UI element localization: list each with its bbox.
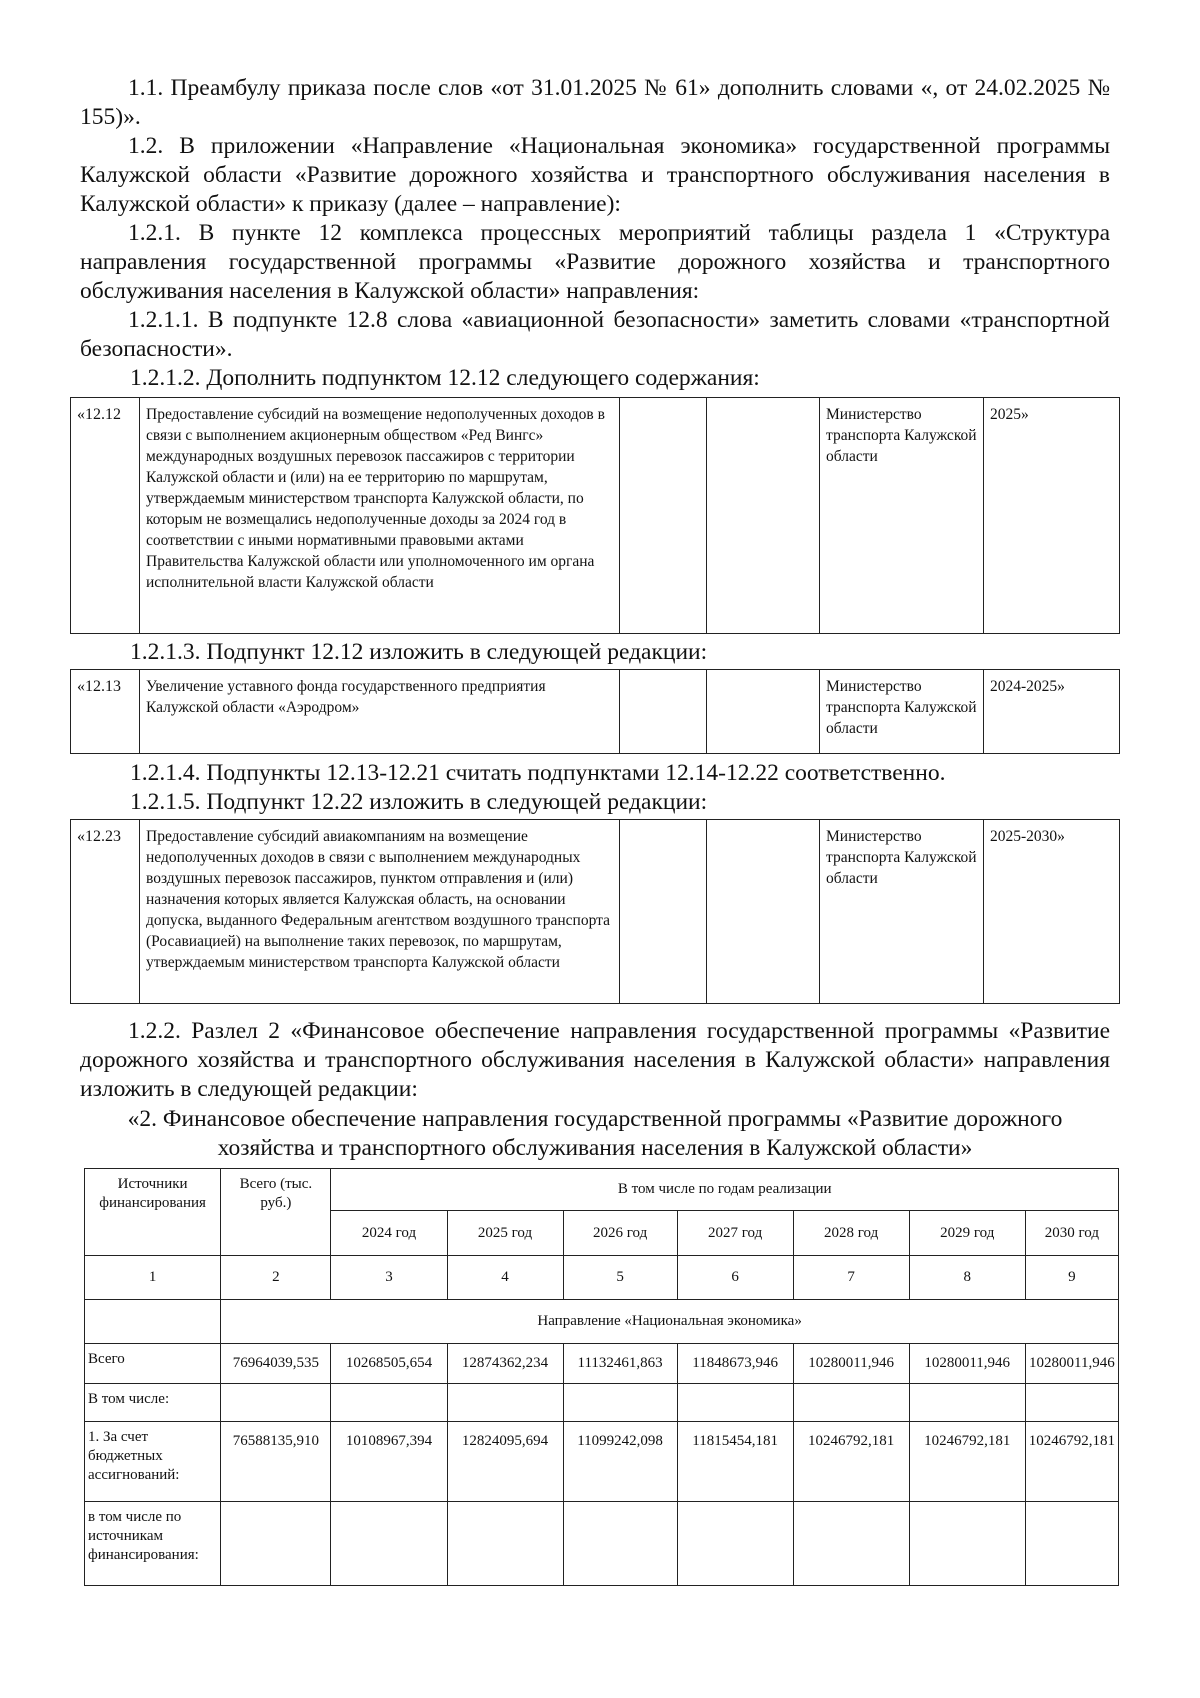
column-number-row <box>85 1256 1119 1300</box>
item-ministry: Министерство транспорта Калужской области <box>820 820 984 1004</box>
item-number: «12.13 <box>71 670 140 754</box>
row-value: 12824095,694 <box>447 1422 563 1502</box>
paragraph-1-2-1-4: 1.2.1.4. Подпункты 12.13-12.21 считать подпунктами 12.14-12.22 соответственно. <box>130 760 946 786</box>
item-period: 2025» <box>984 398 1120 634</box>
header-year: 2028 год <box>793 1211 909 1256</box>
header-year: 2025 год <box>447 1211 563 1256</box>
row-value <box>909 1502 1025 1586</box>
row-value <box>1025 1384 1118 1422</box>
item-number: «12.12 <box>71 398 140 634</box>
item-col4 <box>707 670 820 754</box>
column-number: 1 <box>85 1256 221 1300</box>
section-row <box>85 1300 1119 1344</box>
table-row <box>85 1502 1119 1586</box>
row-value: 12874362,234 <box>447 1344 563 1384</box>
table-row <box>85 1344 1119 1384</box>
row-value: 10246792,181 <box>1025 1422 1118 1502</box>
column-number: 6 <box>677 1256 793 1300</box>
item-ministry: Министерство транспорта Калужской области <box>820 670 984 754</box>
row-value: 11132461,863 <box>563 1344 677 1384</box>
row-value <box>563 1502 677 1586</box>
row-label: в том числе по источникам финансирования: <box>85 1502 221 1586</box>
item-col4 <box>707 398 820 634</box>
row-value <box>1025 1502 1118 1586</box>
paragraph-1-2: 1.2. В приложении «Направление «Национальная экономика» государственной программы Калужской области «Развитие дорожного хозяйства и транспортного обслуживания населения в Калужской области» к приказу (далее – направление): <box>80 133 1110 217</box>
row-value: 10246792,181 <box>909 1422 1025 1502</box>
row-value: 11848673,946 <box>677 1344 793 1384</box>
paragraph-1-2-1-3: 1.2.1.3. Подпункт 12.12 изложить в следующей редакции: <box>130 639 708 665</box>
header-year: 2026 год <box>563 1211 677 1256</box>
row-value <box>447 1502 563 1586</box>
column-number: 5 <box>563 1256 677 1300</box>
column-number: 9 <box>1025 1256 1118 1300</box>
row-label: 1. За счет бюджетных ассигнований: <box>85 1422 221 1502</box>
header-year: 2027 год <box>677 1211 793 1256</box>
header-total: Всего (тыс. руб.) <box>221 1169 331 1256</box>
row-value: 10280011,946 <box>909 1344 1025 1384</box>
header-source: Источники финансирования <box>85 1169 221 1256</box>
item-col4 <box>707 820 820 1004</box>
row-value <box>677 1384 793 1422</box>
row-label: Всего <box>85 1344 221 1384</box>
row-value <box>221 1384 331 1422</box>
item-description: Предоставление субсидий авиакомпаниям на возмещение недополученных доходов в связи с выполнением международных воздушных перевозок пассажиров, пунктом отправления и (или) назначения которых является Калужская область, на основании допуска, выданного Федеральным агентством воздушного транспорта (Росавиацией) на выполнение таких перевозок, по маршрутам, утверждаемым министерством транспорта Калужской области <box>140 820 620 1004</box>
paragraph-1-2-1-1: 1.2.1.1. В подпункте 12.8 слова «авиационной безопасности» заметить словами «транспортной безопасности». <box>80 307 1110 362</box>
paragraph-1-2-1-2: 1.2.1.2. Дополнить подпунктом 12.12 следующего содержания: <box>130 365 760 391</box>
header-year: 2029 год <box>909 1211 1025 1256</box>
paragraph-1-2-2: 1.2.2. Разлел 2 «Финансовое обеспечение направления государственной программы «Развитие дорожного хозяйства и транспортного обслуживания населения в Калужской области» направления изложить в следующей редакции: <box>80 1018 1110 1102</box>
item-period: 2025-2030» <box>984 820 1120 1004</box>
insert-table-12-13 <box>70 669 1120 754</box>
row-value: 11099242,098 <box>563 1422 677 1502</box>
paragraph-1-2-1: 1.2.1. В пункте 12 комплекса процессных мероприятий таблицы раздела 1 «Структура направления государственной программы «Развитие дорожного хозяйства и транспортного обслуживания населения в Калужской области» направления: <box>80 220 1110 304</box>
row-value: 76588135,910 <box>221 1422 331 1502</box>
row-value <box>677 1502 793 1586</box>
row-value: 10280011,946 <box>793 1344 909 1384</box>
item-description: Предоставление субсидий на возмещение недополученных доходов в связи с выполнением акционерным обществом «Ред Вингс» международных воздушных перевозок пассажиров с территории Калужской области и (или) на ее территорию по маршрутам, утверждаемым министерством транспорта Калужской области, по которым не возмещались недополученные доходы за 2024 год в соответствии с иными нормативными правовыми актами Правительства Калужской области или уполномоченного им органа исполнительной власти Калужской области <box>140 398 620 634</box>
table-row <box>85 1422 1119 1502</box>
insert-table-12-23 <box>70 819 1120 1004</box>
header-years-group: В том числе по годам реализации <box>331 1169 1119 1211</box>
row-value <box>909 1384 1025 1422</box>
section-title: «2. Финансовое обеспечение направления государственной программы «Развитие дорожного хозяйства и транспортного обслуживания населения в Калужской области» <box>127 1106 1063 1161</box>
finance-table <box>84 1168 1119 1586</box>
table-header-row <box>85 1169 1119 1211</box>
table-row <box>71 670 1120 754</box>
row-value: 11815454,181 <box>677 1422 793 1502</box>
section-title-cell: Направление «Национальная экономика» <box>221 1300 1119 1344</box>
row-value <box>331 1384 447 1422</box>
item-col3 <box>620 670 707 754</box>
table-row <box>71 398 1120 634</box>
item-description: Увеличение уставного фонда государственного предприятия Калужской области «Аэродром» <box>140 670 620 754</box>
header-year: 2030 год <box>1025 1211 1118 1256</box>
column-number: 3 <box>331 1256 447 1300</box>
row-value <box>447 1384 563 1422</box>
row-value <box>793 1384 909 1422</box>
row-value: 10246792,181 <box>793 1422 909 1502</box>
row-value <box>331 1502 447 1586</box>
item-col3 <box>620 398 707 634</box>
column-number: 2 <box>221 1256 331 1300</box>
column-number: 4 <box>447 1256 563 1300</box>
row-value <box>221 1502 331 1586</box>
table-row <box>85 1384 1119 1422</box>
row-value: 10280011,946 <box>1025 1344 1118 1384</box>
insert-table-12-12 <box>70 397 1120 634</box>
row-value <box>793 1502 909 1586</box>
row-value: 10108967,394 <box>331 1422 447 1502</box>
row-value: 76964039,535 <box>221 1344 331 1384</box>
paragraph-1-2-1-5: 1.2.1.5. Подпункт 12.22 изложить в следующей редакции: <box>130 789 708 815</box>
item-col3 <box>620 820 707 1004</box>
row-value: 10268505,654 <box>331 1344 447 1384</box>
item-period: 2024-2025» <box>984 670 1120 754</box>
item-number: «12.23 <box>71 820 140 1004</box>
row-value <box>563 1384 677 1422</box>
column-number: 7 <box>793 1256 909 1300</box>
column-number: 8 <box>909 1256 1025 1300</box>
empty-cell <box>85 1300 221 1344</box>
header-year: 2024 год <box>331 1211 447 1256</box>
paragraph-1-1: 1.1. Преамбулу приказа после слов «от 31.01.2025 № 61» дополнить словами «, от 24.02.2025 № 155)». <box>80 75 1110 130</box>
item-ministry: Министерство транспорта Калужской области <box>820 398 984 634</box>
table-row <box>71 820 1120 1004</box>
row-label: В том числе: <box>85 1384 221 1422</box>
